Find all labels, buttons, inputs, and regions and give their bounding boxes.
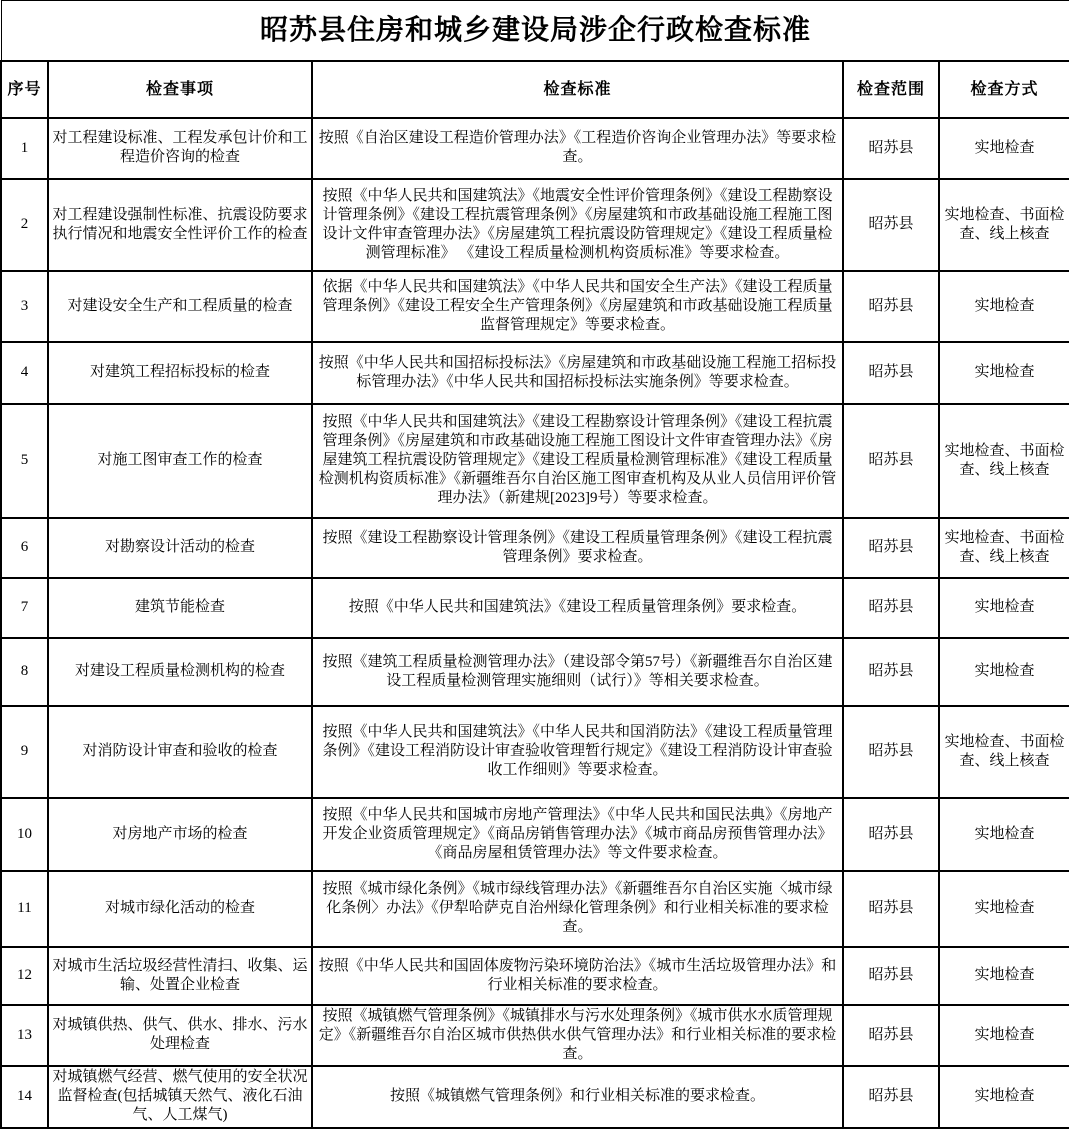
cell-scope: 昭苏县 bbox=[843, 179, 939, 271]
cell-standard: 按照《城镇燃气管理条例》和行业相关标准的要求检查。 bbox=[312, 1066, 843, 1128]
cell-standard: 按照《城市绿化条例》《城市绿线管理办法》《新疆维吾尔自治区实施〈城市绿化条例〉办法》《伊犁哈萨克自治州绿化管理条例》和行业相关标准的要求检查。 bbox=[312, 871, 843, 947]
col-header-item: 检查事项 bbox=[48, 61, 312, 118]
col-header-standard: 检查标准 bbox=[312, 61, 843, 118]
cell-scope: 昭苏县 bbox=[843, 518, 939, 578]
col-header-method: 检查方式 bbox=[939, 61, 1069, 118]
cell-item: 对建筑工程招标投标的检查 bbox=[48, 342, 312, 404]
table-row bbox=[1, 578, 1069, 638]
cell-method: 实地检查、书面检查、线上核查 bbox=[939, 518, 1069, 578]
table-row bbox=[1, 404, 1069, 518]
cell-method: 实地检查 bbox=[939, 798, 1069, 871]
cell-method: 实地检查 bbox=[939, 342, 1069, 404]
table-row bbox=[1, 871, 1069, 947]
table-row bbox=[1, 1005, 1069, 1066]
cell-no: 6 bbox=[1, 518, 48, 578]
cell-no: 9 bbox=[1, 706, 48, 798]
cell-no: 8 bbox=[1, 638, 48, 706]
cell-standard: 按照《建筑工程质量检测管理办法》（建设部令第57号）《新疆维吾尔自治区建设工程质量检测管理实施细则（试行）》等相关要求检查。 bbox=[312, 638, 843, 706]
cell-no: 5 bbox=[1, 404, 48, 518]
table-row bbox=[1, 518, 1069, 578]
cell-no: 2 bbox=[1, 179, 48, 271]
cell-item: 对城镇燃气经营、燃气使用的安全状况监督检查(包括城镇天然气、液化石油气、人工煤气) bbox=[48, 1066, 312, 1128]
cell-standard: 按照《中华人民共和国固体废物污染环境防治法》《城市生活垃圾管理办法》和行业相关标准的要求检查。 bbox=[312, 947, 843, 1005]
cell-no: 4 bbox=[1, 342, 48, 404]
cell-method: 实地检查、书面检查、线上核查 bbox=[939, 706, 1069, 798]
table-row bbox=[1, 1066, 1069, 1128]
cell-method: 实地检查 bbox=[939, 118, 1069, 179]
cell-method: 实地检查 bbox=[939, 271, 1069, 342]
cell-no: 3 bbox=[1, 271, 48, 342]
cell-no: 13 bbox=[1, 1005, 48, 1066]
cell-method: 实地检查、书面检查、线上核查 bbox=[939, 404, 1069, 518]
cell-item: 建筑节能检查 bbox=[48, 578, 312, 638]
header-row bbox=[1, 61, 1069, 118]
cell-standard: 按照《中华人民共和国建筑法》《建设工程勘察设计管理条例》《建设工程抗震管理条例》《房屋建筑和市政基础设施工程施工图设计文件审查管理办法》《房屋建筑工程抗震设防管理规定》《建设工程质量检测管理标准》《建设工程质量检测机构资质标准》《新疆维吾尔自治区施工图审查机构及从业人员信用评价管理办法》（新建规[2023]9号）等要求检查。 bbox=[312, 404, 843, 518]
cell-scope: 昭苏县 bbox=[843, 706, 939, 798]
page-title: 昭苏县住房和城乡建设局涉企行政检查标准 bbox=[1, 1, 1069, 61]
cell-scope: 昭苏县 bbox=[843, 271, 939, 342]
cell-method: 实地检查 bbox=[939, 638, 1069, 706]
cell-item: 对建设工程质量检测机构的检查 bbox=[48, 638, 312, 706]
cell-standard: 按照《中华人民共和国建筑法》《地震安全性评价管理条例》《建设工程勘察设计管理条例》《建设工程抗震管理条例》《房屋建筑和市政基础设施工程施工图设计文件审查管理办法》《房屋建筑工程抗震设防管理规定》《建设工程质量检测管理标准》 《建设工程质量检测机构资质标准》等要求检查。 bbox=[312, 179, 843, 271]
cell-method: 实地检查 bbox=[939, 871, 1069, 947]
cell-standard: 依据《中华人民共和国建筑法》《中华人民共和国安全生产法》《建设工程质量管理条例》《建设工程安全生产管理条例》《房屋建筑和市政基础设施工程质量监督管理规定》等要求检查。 bbox=[312, 271, 843, 342]
cell-item: 对工程建设标准、工程发承包计价和工程造价咨询的检查 bbox=[48, 118, 312, 179]
cell-scope: 昭苏县 bbox=[843, 871, 939, 947]
cell-standard: 按照《中华人民共和国城市房地产管理法》《中华人民共和国民法典》《房地产开发企业资质管理规定》《商品房销售管理办法》《城市商品房预售管理办法》《商品房屋租赁管理办法》等文件要求检查。 bbox=[312, 798, 843, 871]
cell-item: 对施工图审查工作的检查 bbox=[48, 404, 312, 518]
col-header-scope: 检查范围 bbox=[843, 61, 939, 118]
cell-method: 实地检查 bbox=[939, 947, 1069, 1005]
cell-scope: 昭苏县 bbox=[843, 1005, 939, 1066]
cell-item: 对建设安全生产和工程质量的检查 bbox=[48, 271, 312, 342]
cell-item: 对房地产市场的检查 bbox=[48, 798, 312, 871]
cell-scope: 昭苏县 bbox=[843, 404, 939, 518]
cell-no: 7 bbox=[1, 578, 48, 638]
cell-standard: 按照《建设工程勘察设计管理条例》《建设工程质量管理条例》《建设工程抗震管理条例》要求检查。 bbox=[312, 518, 843, 578]
cell-item: 对城镇供热、供气、供水、排水、污水处理检查 bbox=[48, 1005, 312, 1066]
table-row bbox=[1, 179, 1069, 271]
cell-no: 12 bbox=[1, 947, 48, 1005]
table-row bbox=[1, 342, 1069, 404]
col-header-no: 序号 bbox=[1, 61, 48, 118]
cell-scope: 昭苏县 bbox=[843, 1066, 939, 1128]
table-row bbox=[1, 798, 1069, 871]
cell-standard: 按照《中华人民共和国建筑法》《建设工程质量管理条例》要求检查。 bbox=[312, 578, 843, 638]
cell-no: 11 bbox=[1, 871, 48, 947]
cell-item: 对城市绿化活动的检查 bbox=[48, 871, 312, 947]
cell-item: 对城市生活垃圾经营性清扫、收集、运输、处置企业检查 bbox=[48, 947, 312, 1005]
cell-standard: 按照《自治区建设工程造价管理办法》《工程造价咨询企业管理办法》等要求检查。 bbox=[312, 118, 843, 179]
cell-method: 实地检查 bbox=[939, 578, 1069, 638]
cell-method: 实地检查 bbox=[939, 1066, 1069, 1128]
table-row bbox=[1, 271, 1069, 342]
table-row bbox=[1, 638, 1069, 706]
cell-standard: 按照《中华人民共和国招标投标法》《房屋建筑和市政基础设施工程施工招标投标管理办法》《中华人民共和国招标投标法实施条例》等要求检查。 bbox=[312, 342, 843, 404]
cell-no: 14 bbox=[1, 1066, 48, 1128]
cell-scope: 昭苏县 bbox=[843, 947, 939, 1005]
cell-no: 1 bbox=[1, 118, 48, 179]
cell-no: 10 bbox=[1, 798, 48, 871]
cell-method: 实地检查、书面检查、线上核查 bbox=[939, 179, 1069, 271]
cell-scope: 昭苏县 bbox=[843, 342, 939, 404]
cell-scope: 昭苏县 bbox=[843, 638, 939, 706]
table-row bbox=[1, 947, 1069, 1005]
cell-item: 对工程建设强制性标准、抗震设防要求执行情况和地震安全性评价工作的检查 bbox=[48, 179, 312, 271]
cell-method: 实地检查 bbox=[939, 1005, 1069, 1066]
table-row bbox=[1, 706, 1069, 798]
cell-item: 对勘察设计活动的检查 bbox=[48, 518, 312, 578]
cell-scope: 昭苏县 bbox=[843, 798, 939, 871]
title-row bbox=[1, 1, 1069, 61]
cell-standard: 按照《中华人民共和国建筑法》《中华人民共和国消防法》《建设工程质量管理条例》《建设工程消防设计审查验收管理暂行规定》《建设工程消防设计审查验收工作细则》等要求检查。 bbox=[312, 706, 843, 798]
table-row bbox=[1, 118, 1069, 179]
cell-scope: 昭苏县 bbox=[843, 578, 939, 638]
cell-standard: 按照《城镇燃气管理条例》《城镇排水与污水处理条例》《城市供水水质管理规定》《新疆维吾尔自治区城市供热供水供气管理办法》和行业相关标准的要求检查。 bbox=[312, 1005, 843, 1066]
cell-scope: 昭苏县 bbox=[843, 118, 939, 179]
cell-item: 对消防设计审查和验收的检查 bbox=[48, 706, 312, 798]
